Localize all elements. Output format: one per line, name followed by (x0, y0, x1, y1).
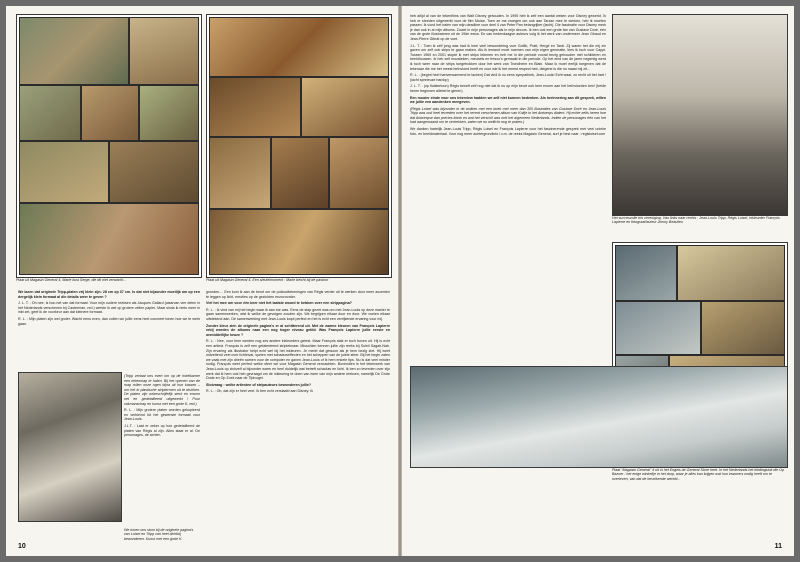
article-column (410, 14, 606, 332)
page-number: 10 (18, 543, 26, 550)
interview-answer: R. L. : Mijn platen zijn wel groter. Wacht eens even, dan zullen we jullie eens heel concreet tonen hoe we te werk gaan. (18, 316, 200, 326)
group-photo (612, 14, 788, 216)
photo-caption: Het succesvolle trio vereniging. Van links naar rechts : Jean-Louis Tripp, Régis Loisel, inkleurder François Lapierre en fotograaf/auteur Jimmy Beaulieu (612, 216, 780, 225)
comic-panel (129, 17, 199, 85)
interview-question: Zonder kleur zien de originele pagina's er al schitterend uit. Met de warme kleuren van François Lapierre erbij worden de albums naar een nog hoger niveau getild. Was François Lapierre jullie eerste en onmiddellijke keuze ? (206, 323, 390, 337)
interview-photo (18, 372, 122, 522)
interview-answer: R. L. : (begint heel hartverwarmend te lachen) Dat vind ik nu eens sympathiek, Jean-Louis! Echt waar, zo recht uit het hart ! (lacht spreieuze hardop) (410, 73, 606, 82)
comic-panel (19, 141, 109, 203)
comic-panel (209, 137, 271, 209)
interview-answer: R. L. : Nee, voor hem werden nog zes andere inkleurders getest. Maar François stak er toch boven uit. Hij is echt een artiest. François is zelf een getalenteerd stripteknaar. Misschien kennen jullie zijn reeks bij Soleil Sagah-Nah. Zijn ervaring als illustrator helpt echt wel bij het inkleuren. Je merkt dat gewoon als je hem bezig ziet. Hij weet ontzettend veel over lichtinval, spelen met schaduweffecten en het scheppen van de juiste sfeer. Bij het begin zaten we vaak met zijn drieën samen voor de computer en gaven Jean-Louis of ik hem enkele tips. Nu is dat veel minder nodig. François weet perfect welke sfeer we voor Magasin General verwachten. Bovendien is het tekenwerk van Jean-Louis op zichzelf al bijzonder warm en heel duidelijk wat betreft schaduw en licht. Ik ben zo tevreden over zijn werk dat ik hem ook heb gevraagd om de inkleuring te doen van twee van mijn andere reeksen, namelijk De Grote Dode en Op Zoek naar de Tijdvogel. (206, 339, 390, 381)
comic-panel (615, 301, 701, 355)
comic-panel (19, 85, 81, 141)
interview-answer: J.L.T. : Laat er zeker op hoe gedetailleerd de platen van Régis al zijn. Alles staat er al. De personages, de achter- (124, 423, 200, 438)
interview-question: Viel het mee om voor één keer niet het laatste woord te hebben over een strippagina? (206, 301, 352, 306)
comic-panel (139, 85, 199, 141)
comic-panel (701, 301, 785, 355)
page-number: 11 (774, 543, 782, 550)
article-column (124, 374, 200, 532)
left-page (6, 6, 398, 556)
comic-panel (271, 137, 329, 209)
snow-village-panel (410, 366, 788, 468)
comic-panel (19, 203, 199, 275)
interview-answer: J.L. T. : Toen ik zelf jong was had ik heel veel bewondering voor Gotlib, Pratt, Hergé en Tardi. Zij waren het die mij zin gaven om zelf ook strips te gaan maken. Als ik iemand moet noemen van mijn eigen generatie, kies ik toch voor Cappi. Tussen 1969 en 2001 stopte ik met strips tekenen en heb me in die periode vooral bezig gehouden met schilderen en beeldhouwen. Ik heb zelf mozaieken, meubels en fresco's gemaakt in die periode. Op het eind van de jaren negentig werd ik toch weer naar de strips toegetrokken door het werk van Trondheim en Blain. Maar ik moet eerlijk toegeven dat de tekenaar die me het meest beïnvloed heeft en voor wie ik het meest respect heb, diegene is die nu naast mij zit... (410, 43, 606, 71)
comic-panel (209, 77, 301, 137)
interview-answer: R. L. : Ik vind van mij het begin waar ik aan toe was. Eens de stap gezet was om met Jean-Louis op deze manier te gaan samenwerken, wist ik welke de gevolgen zouden zijn. We begrijpen elkaar door en door. We voelen elkaar uitstekend aan. De samenwerking met Jean-Louis loopt perfect en het is echt een verrijkende ervaring voor mij. (206, 307, 390, 321)
comic-page-2 (206, 14, 392, 278)
interview-answer: J. L. T. : (op fluistertoon) Régis beseft zelf nog niet dat ik nu op mijn beurt ook hem enorm aan het beïnvloeden ben! (beide heren beginnen allebei te gieren) (410, 84, 606, 93)
comic-page-1 (16, 14, 202, 278)
interview-answer: R. L. : Mijn grotere platen worden gekopieerd en verkleind tot het gewenste formaat voor Jean-Louis. (124, 408, 200, 422)
comic-panel (209, 209, 389, 275)
comic-panel (329, 137, 389, 209)
interview-answer: R. L. : Oh, dat zijn er heel veel. Ik ben echt verslaafd aan Disney. Ik (206, 389, 314, 394)
interview-question: Slotvraag : welke artiesten of stripauteurs bewonderen jullie? (206, 382, 312, 387)
comic-panel (301, 77, 389, 137)
interview-aside: (Tripp verlaat ons even om op de hotelkamer een tekenmap te halen. Bij het openen van de map rollen onze ogen bijna uit hun kassen – om het in plastische striptermen uit te drukken. De platen zijn onbeschrijfelijk sterk en enorm net en gedetailleerd uitgewerkt ! Puur vakmanschap en kunst met een grote K, red.) (124, 374, 200, 406)
article-column (18, 290, 200, 372)
comic-panel (81, 85, 139, 141)
interview-answer: J. L. T. : Oh nee, is hou net van dat formaat. Voor mijn oudere reeksen als Jacques Gallard (waarvan vier delen in het Nederlands verschenen bij Casterman, red.) werkte ik wel op grotere vellen papier. Maar sinds ik niets meer in inkt zet, geef ik de voorkeur aan dat kleinere formaat. (18, 301, 200, 315)
comic-panel (615, 245, 677, 301)
interview-question: Een mooier einde voor ons interview hadden we zelf niet kunnen bedenken. Als herinnering aan dit gesprek, willen we jullie een aandenken meegeven. (410, 95, 606, 105)
comic-panel (19, 17, 129, 85)
interview-answer: We danken hartelijk Jean-Louis Tripp, Régis Loisel en François Lapierre voor het fascinerende gesprek met veel unieke foto- en beeldmateriaal. Voor nog meer achtergrondinfo i.v.m. de reeks Magasin General, surf je best naar : regisloisel.com (410, 127, 606, 136)
interview-answer: heb altijd al van de tekenfilms van Walt Disney gehouden. In 1995 heb ik zelf een aantal weken voor Disney gewerkt. Ik heb er steeden uitgewerkt voor de film Mulan. Toen ze me vroegen om ook aan Tarzan mee te werken, heb ik moeten passen. Ik vond het halen van mijn deadline voor deel 4 van Peter Pan belangrijker (lacht). Die fascinatie voor Disney merk je dan ook in al mijn albums. Zowel in mijn personages als in mijn decors. Ik ben ook een grote fan van Gustave Doré, één van de grote illustratoren uit de 19de eeuw. En van hedendaagse auteurs volg ik het werk van ondermeer Jean Giraud en Jean-Pierre Gibrat op de voet. (410, 14, 606, 41)
comic-caption: Plaat uit Magasin General 4, Marie kust Serge, die dit niet verwacht... (16, 278, 127, 282)
comic-panel (209, 17, 389, 77)
comic-panel (677, 245, 785, 301)
comic-caption: Plaat "Magasin General" 4 uit in het Engels de General Store heet. In het Nederlands het kledingstuk die Op Bazoer : het enige winkeltje in het dorp, waar je alles kan krijgen wat hun inwoners nodig heeft om te overleven, van dat de bevolkende wereld... (612, 468, 784, 481)
photo-caption: We tonen ons stom bij de originele pagina's van Loisel en Tripp van heel dichtbij bewonderen. Kunst met een grote K. (124, 528, 194, 541)
interview-answer: gronden.... Een kom ik aan de beurt om de potloodtekeningen van Régis verder uit te werken door meer accenten te leggen op licht, emoties op de gezichten enzovoorder. (206, 290, 390, 299)
comic-panel (109, 141, 199, 203)
interview-question: We lazen dat originele Tripp-platen vrij klein zijn: 28 cm op 37 cm. Is dat niet bijzonder moeilijk om op een dergelijk klein formaat al die details weer te geven ? (18, 290, 200, 299)
article-column (206, 290, 390, 542)
comic-caption: Plaat uit Magasin General 4, Een sleutelmoment : Marie beicht bij de pastoor (206, 278, 329, 282)
interview-aside: (Régis Loisel was bijzonder in de wolken met een boek met meer dan 300 illustraties van Gustave Doré en Jean-Louis Tripp was ook heel tevreden over het recent verschenen album van Kuifje in het Antwerps dialect. Hij echte zelfs heren hoe dat Antwerpse dan precies klonk en wat het verschil was met het algemeen Nederlands. Indien de personages één van het had aangemaand om te vertrekken, zaten we nu wellicht nog te praten.) (410, 106, 606, 125)
right-page (402, 6, 794, 556)
